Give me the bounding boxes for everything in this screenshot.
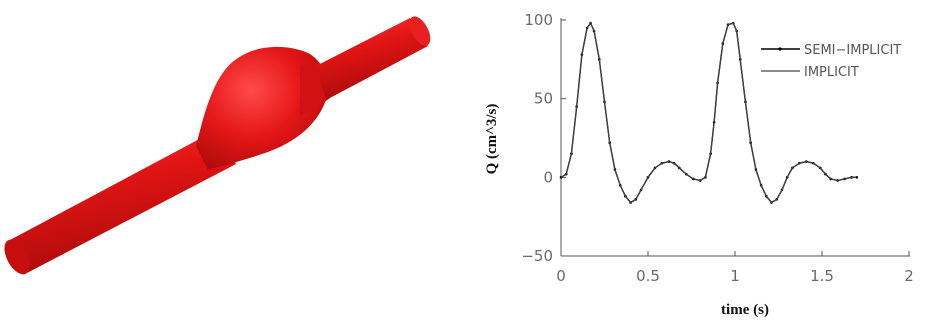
legend-label-semi-implicit: SEMI−IMPLICIT [804,43,902,58]
legend-marker-semi-implicit [778,47,781,50]
vessel-aneurysm-render [0,0,470,326]
x-tick-label: 0 [556,267,566,285]
x-tick-label: 1 [730,267,740,285]
legend [761,43,901,80]
chart-svg [470,0,949,326]
y-tick-label: 50 [533,89,553,108]
legend-label-implicit: IMPLICIT [804,65,859,80]
x-axis-title: time (s) [721,302,769,318]
y-tick-label: 0 [543,168,553,187]
y-tick-label: 100 [524,11,553,29]
vessel-image [0,0,470,326]
x-tick-label: 0.5 [636,267,660,285]
flow-rate-plot [470,0,949,326]
x-tick-label: 1.5 [810,267,834,285]
y-tick-label: −50 [521,247,553,265]
x-tick-label: 2 [904,267,914,285]
y-axis-title: Q (cm^3/s) [484,103,500,175]
